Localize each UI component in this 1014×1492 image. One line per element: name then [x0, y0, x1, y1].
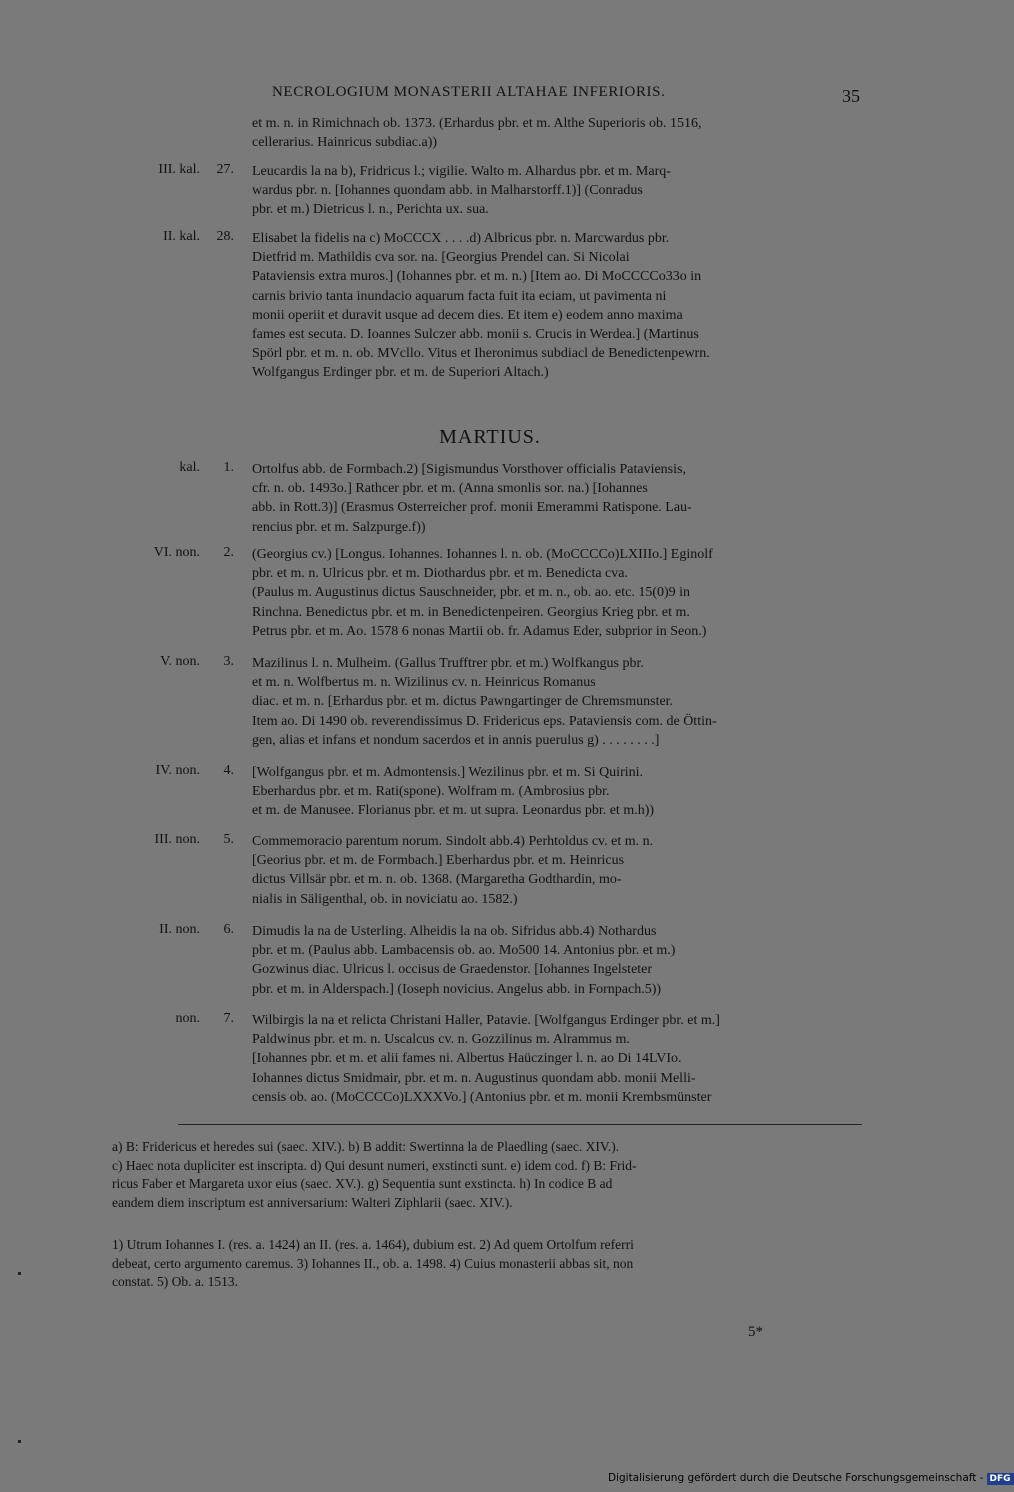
entry-line: gen, alias et infans et nondum sacerdos et in annis puerulus g) . . . . . . . .]	[252, 732, 660, 748]
entry-text	[252, 832, 868, 909]
footnote-line: debeat, certo argumento caremus. 3) Iohannes II., ob. a. 1498. 4) Cuius monasterii abbas sit, non	[112, 1255, 634, 1271]
entry-line: [Georius pbr. et m. de Formbach.] Eberhardus pbr. et m. Heinricus	[252, 853, 625, 869]
entry-line: et m. n. in Rimichnach ob. 1373. (Erhardus pbr. et m. Althe Superioris ob. 1516,	[252, 116, 702, 131]
page-number: 35	[842, 86, 860, 106]
entry-day-number: 27.	[216, 162, 234, 177]
entry-line: (Georgius cv.) [Longus. Iohannes. Iohannes l. n. ob. (MoCCCCo)LXIIIo.] Eginolf	[252, 547, 713, 562]
entry-line: Iohannes dictus Smidmair, pbr. et m. n. Augustinus quondam abb. monii Melli-	[252, 1070, 696, 1086]
entry-date-label: III. kal.	[158, 162, 200, 177]
entry-text	[252, 460, 868, 537]
entry-day-number: 1.	[223, 460, 234, 475]
dfg-banner	[608, 1472, 1014, 1485]
entry-line: Dimudis la na de Usterling. Alheidis la na ob. Sifridus abb.4) Nothardus	[252, 924, 657, 939]
entry-date-label: VI. non.	[153, 545, 200, 560]
footnote-rule	[178, 1124, 862, 1125]
entry-line: Rinchna. Benedictus pbr. et m. in Benedictenpeiren. Georgius Krieg pbr. et m.	[252, 604, 690, 620]
entry-date-label: II. kal.	[163, 229, 200, 244]
entry-line: cfr. n. ob. 1493o.] Rathcer pbr. et m. (Anna smonlis sor. na.) [Iohannes	[252, 481, 648, 497]
footnote-line: eandem diem inscriptum est anniversarium: Walteri Ziphlarii (saec. XIV.).	[112, 1194, 513, 1210]
entry-line: Paldwinus pbr. et m. n. Uscalcus cv. n. Gozzilinus m. Alrammus m.	[252, 1032, 630, 1048]
banner-text: Digitalisierung gefördert durch die Deutsche Forschungsgemeinschaft -	[608, 1472, 984, 1484]
entry-line: [Iohannes pbr. et m. et alii fames ni. Albertus Haüczinger l. n. ao Di 14LVIo.	[252, 1051, 682, 1067]
entry-line: monii operiit et duravit usque ad decem dies. Et item e) eodem anno maxima	[252, 307, 683, 323]
entry-text	[252, 763, 868, 821]
entry-line: Eberhardus pbr. et m. Rati(spone). Wolfram m. (Ambrosius pbr.	[252, 784, 610, 800]
necrology-entry	[108, 114, 868, 152]
entry-line: Elisabet la fidelis na c) MoCCCX . . . .d) Albricus pbr. n. Marcwardus pbr.	[252, 231, 670, 246]
entry-date-label: II. non.	[159, 922, 200, 937]
entry-date-label: III. non.	[154, 832, 200, 847]
footnote-line: 1) Utrum Iohannes I. (res. a. 1424) an II. (res. a. 1464), dubium est. 2) Ad quem Ortolfum referri	[112, 1237, 634, 1252]
entry-text	[252, 114, 868, 152]
footnote-line: ricus Faber et Margareta uxor eius (saec. XV.). g) Sequentia sunt exstincta. h) In codice B ad	[112, 1176, 613, 1192]
entry-day-number: 4.	[223, 763, 234, 778]
entry-line: pbr. et m. in Alderspach.] (Ioseph novicius. Angelus abb. in Fornpach.5))	[252, 981, 662, 997]
entry-text	[252, 1011, 868, 1107]
entry-line: cellerarius. Hainricus subdiac.a))	[252, 135, 438, 151]
necrology-entry	[108, 763, 868, 821]
footnote-line: a) B: Fridericus et heredes sui (saec. XIV.). b) B addit: Swertinna la de Plaedling (saec. XIV.).	[112, 1139, 620, 1154]
entry-day-number: 3.	[223, 654, 234, 669]
entry-line: dictus Villsär pbr. et m. n. ob. 1368. (Margaretha Godthardin, mo-	[252, 872, 622, 888]
entry-line: et m. de Manusee. Florianus pbr. et m. ut supra. Leonardus pbr. et m.h))	[252, 803, 655, 819]
entry-line: Petrus pbr. et m. Ao. 1578 6 nonas Martii ob. fr. Adamus Eder, subprior in Seon.)	[252, 623, 707, 639]
entry-line: Pataviensis extra muros.] (Iohannes pbr. et m. n.) [Item ao. Di MoCCCCo33o in	[252, 269, 702, 285]
entry-line: diac. et m. n. [Erhardus pbr. et m. dictus Pawngartinger de Chremsmunster.	[252, 694, 674, 710]
necrology-entry	[108, 1011, 868, 1107]
entry-text	[252, 162, 868, 220]
entry-day-number: 7.	[223, 1011, 234, 1026]
entry-date-label: non.	[175, 1011, 200, 1026]
necrology-entry	[108, 545, 868, 641]
entry-line: Wolfgangus Erdinger pbr. et m. de Superiori Altach.)	[252, 365, 549, 381]
entry-line: (Paulus m. Augustinus dictus Sauschneider, pbr. et m. n., ob. ao. etc. 15(0)9 in	[252, 585, 691, 601]
necrology-entry	[108, 460, 868, 537]
entry-line: [Wolfgangus pbr. et m. Admontensis.] Wezilinus pbr. et m. Si Quirini.	[252, 765, 644, 780]
entry-line: pbr. et m. (Paulus abb. Lambacensis ob. ao. Mo500 14. Antonius pbr. et m.)	[252, 943, 676, 959]
entry-line: pbr. et m. n. Ulricus pbr. et m. Diothardus pbr. et m. Benedicta cva.	[252, 566, 628, 582]
commentary-notes	[112, 1236, 862, 1292]
entry-text	[252, 654, 868, 750]
entry-line: nialis in Säligenthal, ob. in noviciatu ao. 1582.)	[252, 891, 518, 907]
footnote-line: constat. 5) Ob. a. 1513.	[112, 1274, 238, 1290]
entry-line: Item ao. Di 1490 ob. reverendissimus D. Fridericus eps. Pataviensis com. de Öttin-	[252, 713, 717, 729]
scan-speck	[18, 1440, 21, 1443]
signature-mark: 5*	[748, 1324, 763, 1340]
entry-line: Mazilinus l. n. Mulheim. (Gallus Trufftrer pbr. et m.) Wolfkangus pbr.	[252, 656, 644, 671]
entry-day-number: 6.	[223, 922, 234, 937]
entry-line: Wilbirgis la na et relicta Christani Haller, Patavie. [Wolfgangus Erdinger pbr. et m.]	[252, 1013, 720, 1028]
entry-line: Gozwinus diac. Ulricus l. occisus de Graedenstor. [Iohannes Ingelsteter	[252, 962, 653, 978]
entry-line: censis ob. ao. (MoCCCCo)LXXXVo.] (Antonius pbr. et m. monii Krembsmünster	[252, 1089, 712, 1105]
entry-day-number: 5.	[223, 832, 234, 847]
footnote-line: c) Haec nota dupliciter est inscripta. d) Qui desunt numeri, exstincti sunt. e) idem cod. f) B: Frid-	[112, 1157, 637, 1173]
entry-line: fames est secuta. D. Ioannes Sulczer abb. monii s. Crucis in Werdea.] (Martinus	[252, 327, 699, 343]
entry-line: Spörl pbr. et m. n. ob. MVcllo. Vitus et Iheronimus subdiacl de Benedictenpewrn.	[252, 346, 710, 362]
entry-text	[252, 229, 868, 383]
scan-speck	[18, 1272, 21, 1275]
entry-text	[252, 922, 868, 999]
entry-date-label: IV. non.	[155, 763, 200, 778]
entry-line: Commemoracio parentum norum. Sindolt abb.4) Perhtoldus cv. et m. n.	[252, 834, 654, 849]
entry-line: abb. in Rott.3)] (Erasmus Osterreicher prof. monii Emerammi Ratispone. Lau-	[252, 500, 692, 516]
necrology-entry	[108, 922, 868, 999]
entry-line: Ortolfus abb. de Formbach.2) [Sigismundus Vorsthover officialis Pataviensis,	[252, 462, 686, 477]
necrology-entry	[108, 654, 868, 750]
entry-line: wardus pbr. n. [Iohannes quondam abb. in Malharstorff.1)] (Conradus	[252, 183, 643, 199]
section-heading: MARTIUS.	[439, 426, 541, 448]
entry-day-number: 28.	[216, 229, 234, 244]
entry-line: carnis brivio tanta inundacio aquarum facta fuit ita eciam, ut pavimenta ni	[252, 288, 667, 304]
entry-line: et m. n. Wolfbertus m. n. Wizilinus cv. n. Heinricus Romanus	[252, 675, 596, 691]
necrology-entry	[108, 162, 868, 220]
dfg-logo: DFG	[987, 1473, 1014, 1485]
necrology-entry	[108, 832, 868, 909]
entry-day-number: 2.	[223, 545, 234, 560]
necrology-entry	[108, 229, 868, 383]
entry-line: Dietfrid m. Mathildis cva sor. na. [Georgius Prendel can. Si Nicolai	[252, 250, 630, 266]
entry-text	[252, 545, 868, 641]
running-title: NECROLOGIUM MONASTERII ALTAHAE INFERIORIS.	[272, 84, 666, 100]
entry-line: Leucardis la na b), Fridricus l.; vigilie. Walto m. Alhardus pbr. et m. Marq-	[252, 164, 671, 179]
entry-date-label: kal.	[179, 460, 200, 475]
entry-date-label: V. non.	[160, 654, 200, 669]
entry-line: rencius pbr. et m. Salzpurge.f))	[252, 519, 426, 535]
apparatus-notes	[112, 1138, 862, 1212]
entry-line: pbr. et m.) Dietricus l. n., Perichta ux. sua.	[252, 202, 489, 218]
